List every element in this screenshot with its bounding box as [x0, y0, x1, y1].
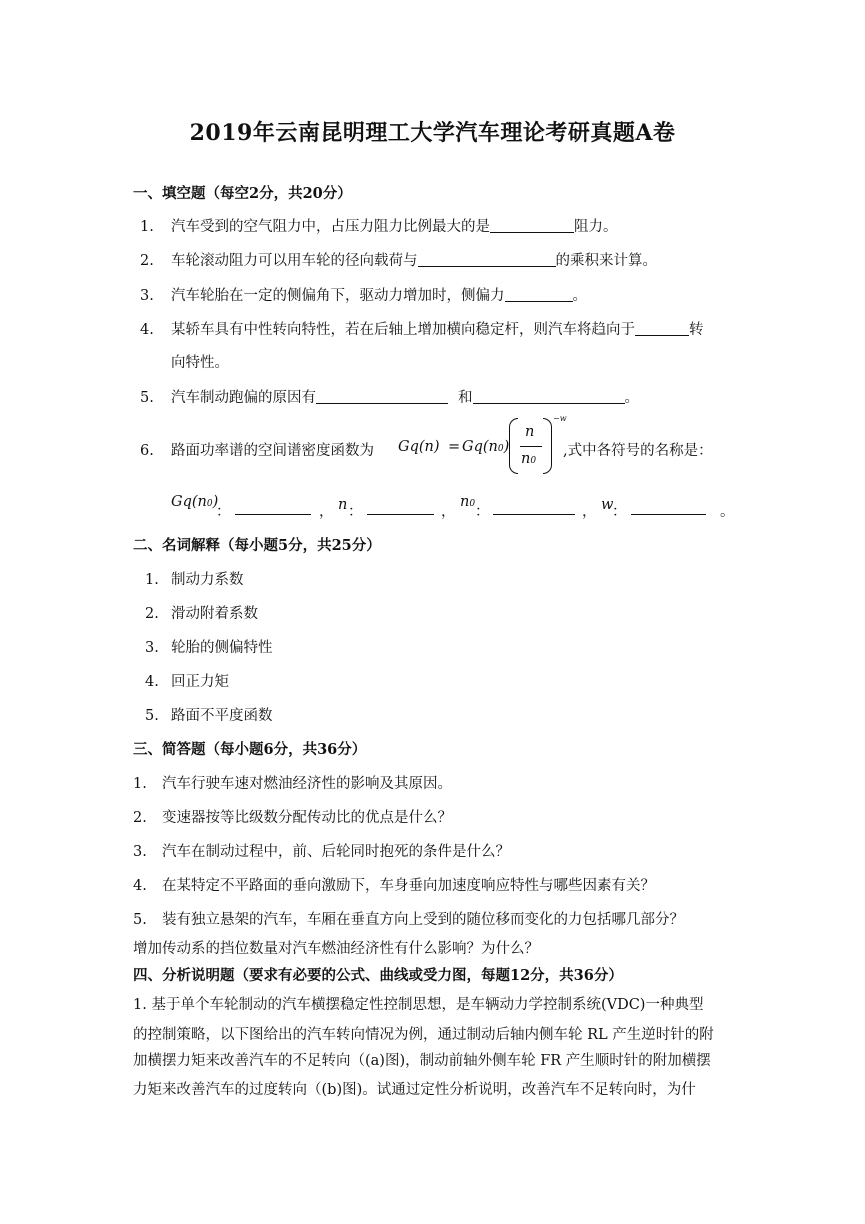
answer-blank	[235, 500, 311, 515]
question-number: 6.	[140, 443, 154, 459]
answer-blank	[631, 500, 706, 515]
fraction-bar	[520, 446, 542, 447]
answer-blank	[493, 500, 575, 515]
question-text: 汽车受到的空气阻力中，占压力阻力比例最大的是	[171, 219, 490, 235]
list-item: 3. 轮胎的侧偏特性	[145, 640, 273, 656]
list-item: 2. 变速器按等比级数分配传动比的优点是什么？	[133, 810, 452, 826]
question-tail: 的乘积来计算。	[555, 253, 657, 269]
question-number: 4.	[140, 322, 154, 338]
section-heading-fill-blank: 一、填空题（每空2分，共20分）	[133, 185, 352, 202]
question-tail: 阻力。	[574, 219, 618, 235]
list-item: 5. 路面不平度函数	[145, 708, 273, 724]
formula-exponent: −w	[553, 414, 567, 423]
comma-2: ，	[441, 504, 456, 520]
list-item: 4. 回正力矩	[145, 674, 229, 690]
question-text: 汽车制动跑偏的原因有	[171, 390, 316, 406]
fraction-denominator: n0	[521, 451, 537, 467]
answer-blank	[490, 218, 574, 233]
colon-4: ：	[612, 504, 627, 520]
question-1-6	[140, 439, 374, 460]
list-item: 2. 滑动附着系数	[145, 606, 258, 622]
formula-rhs: Gq(n0)	[462, 439, 510, 455]
question-1-3	[140, 284, 587, 305]
section-heading-short-answer: 三、简答题（每小题6分，共36分）	[133, 741, 367, 758]
list-item: 4. 在某特定不平路面的垂向激励下，车身垂向加速度响应特性与哪些因素有关？	[133, 878, 655, 894]
extra-question: 增加传动系的挡位数量对汽车燃油经济性有什么影响？为什么？	[133, 941, 539, 957]
question-number: 1.	[140, 219, 154, 235]
comma-3: ，	[582, 504, 597, 520]
question-number: 2.	[140, 253, 154, 269]
symbol-gq: Gq(n0)	[171, 494, 219, 510]
symbol-n: n	[338, 497, 348, 513]
list-item: 5. 装有独立悬架的汽车，车厢在垂直方向上受到的随位移而变化的力包括哪几部分？	[133, 912, 684, 928]
symbol-w: w	[601, 497, 614, 513]
formula-equals: =	[448, 439, 461, 455]
symbol-n0: n0	[460, 494, 476, 510]
formula-lhs: Gq(n)	[398, 439, 440, 455]
list-item: 3. 汽车在制动过程中，前、后轮同时抱死的条件是什么？	[133, 844, 510, 860]
question-1-4	[140, 318, 704, 339]
paragraph-line: 的控制策略，以下图给出的汽车转向情况为例，通过制动后轴内侧车轮 RL 产生逆时针的附	[133, 1027, 714, 1043]
answer-blank	[316, 389, 448, 404]
right-paren	[543, 418, 552, 474]
colon-3: ：	[475, 504, 490, 520]
left-paren	[509, 418, 518, 474]
section-heading-terms: 二、名词解释（每小题5分，共25分）	[133, 537, 381, 554]
page-title: 2019年云南昆明理工大学汽车理论考研真题A卷	[189, 120, 676, 146]
question-number: 3.	[140, 288, 154, 304]
formula-tail: ,式中各符号的名称是：	[563, 443, 713, 459]
answer-blank	[367, 500, 434, 515]
section-heading-analysis: 四、分析说明题（要求有必要的公式、曲线或受力图，每题12分，共36分）	[133, 967, 623, 984]
fraction-numerator: n	[525, 424, 535, 440]
colon-1: ：	[216, 504, 231, 520]
answer-blank	[505, 287, 573, 302]
question-1-5	[140, 386, 639, 407]
question-tail: 。	[572, 288, 587, 304]
answer-blank	[473, 389, 625, 404]
question-tail: 转	[689, 322, 704, 338]
period: 。	[720, 504, 735, 520]
paragraph-line: 力矩来改善汽车的过度转向（(b)图)。试通过定性分析说明，改善汽车不足转向时，为什	[133, 1082, 696, 1098]
paragraph-line: 加横摆力矩来改善汽车的不足转向（(a)图)，制动前轴外侧车轮 FR 产生顺时针的附加横摆	[133, 1053, 711, 1069]
question-text: 某轿车具有中性转向特性，若在后轴上增加横向稳定杆，则汽车将趋向于	[171, 322, 635, 338]
answer-blank	[635, 321, 689, 336]
question-1-2	[140, 249, 657, 270]
question-1-4-continued: 向特性。	[171, 355, 229, 371]
symbol-names-line	[171, 494, 218, 510]
paragraph-line: 1. 基于单个车轮制动的汽车横摆稳定性控制思想，是车辆动力学控制系统(VDC)一种典型	[133, 997, 704, 1013]
answer-blank	[418, 252, 556, 267]
list-item: 1. 汽车行驶车速对燃油经济性的影响及其原因。	[133, 776, 452, 792]
question-mid: 和	[458, 390, 473, 406]
question-tail: 。	[624, 390, 639, 406]
question-text: 车轮滚动阻力可以用车轮的径向载荷与	[171, 253, 418, 269]
question-text: 路面功率谱的空间谱密度函数为	[171, 443, 374, 459]
question-number: 5.	[140, 390, 154, 406]
question-1-1	[140, 215, 618, 236]
colon-2: ：	[348, 504, 363, 520]
comma-1: ，	[319, 504, 334, 520]
list-item: 1. 制动力系数	[145, 572, 244, 588]
question-text: 汽车轮胎在一定的侧偏角下，驱动力增加时，侧偏力	[171, 288, 505, 304]
